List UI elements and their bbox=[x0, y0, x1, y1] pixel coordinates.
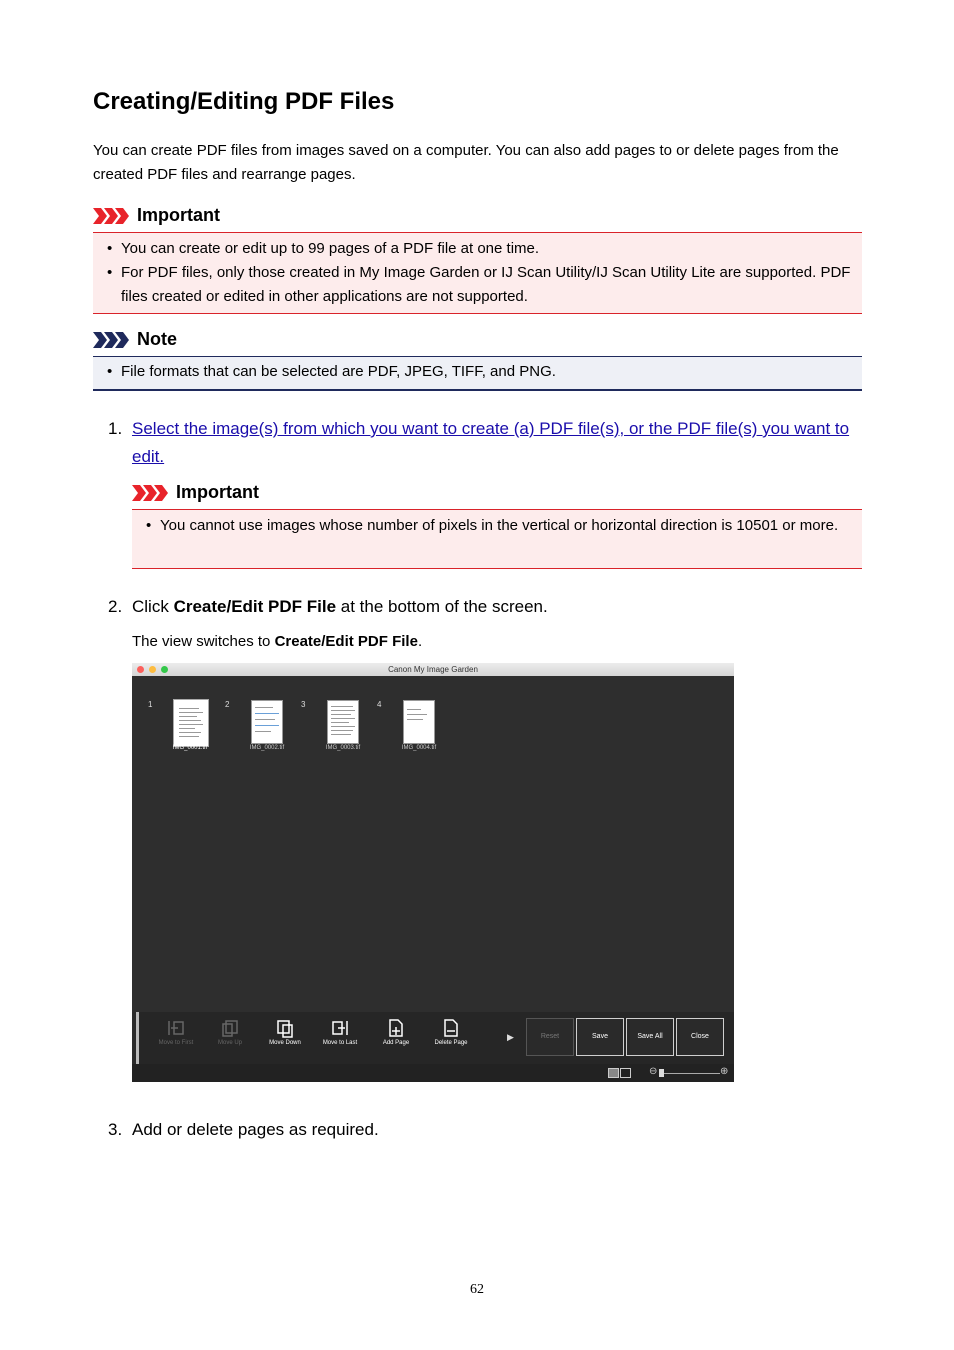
page-thumbnail bbox=[251, 700, 283, 744]
step-1-link[interactable]: Select the image(s) from which you want to create (a) PDF file(s), or the PDF file(s) you want to edit. bbox=[132, 419, 850, 466]
note-box bbox=[93, 356, 862, 391]
step-3-text: Add or delete pages as required. bbox=[132, 1120, 379, 1139]
step-2-sub-after: . bbox=[417, 633, 423, 650]
thumbnail-item[interactable] bbox=[148, 686, 218, 756]
thumbnail-item[interactable] bbox=[377, 686, 447, 756]
important-box bbox=[93, 232, 862, 314]
app-screenshot bbox=[132, 663, 734, 1082]
thumbnail-filename: IMG_0002.tif bbox=[249, 745, 285, 751]
list-item: • You can create or edit up to 99 pages of a PDF file at one time. bbox=[93, 237, 862, 261]
close-button[interactable]: Close bbox=[676, 1018, 724, 1056]
step-2-bold: Create/Edit PDF File bbox=[173, 597, 337, 616]
grid-view-icon[interactable] bbox=[608, 1068, 619, 1078]
step-2-sub-before: The view switches to bbox=[132, 633, 275, 650]
move-down-label: Move Down bbox=[269, 1040, 301, 1046]
move-to-first-label: Move to First bbox=[158, 1040, 194, 1046]
important-arrows-icon bbox=[93, 207, 131, 225]
page-thumbnail bbox=[174, 700, 208, 746]
step-2-sub-bold: Create/Edit PDF File bbox=[274, 633, 418, 650]
page-thumbnail bbox=[327, 700, 359, 744]
list-item: • File formats that can be selected are PDF, JPEG, TIFF, and PNG. bbox=[93, 360, 862, 384]
step-2-text bbox=[132, 593, 852, 621]
move-to-last-button[interactable] bbox=[315, 1018, 365, 1046]
add-page-button[interactable] bbox=[371, 1018, 421, 1046]
step-2-text-after: at the bottom of the screen. bbox=[336, 597, 548, 616]
single-view-icon[interactable] bbox=[620, 1068, 631, 1078]
zoom-slider[interactable] bbox=[662, 1073, 720, 1074]
thumbnail-area bbox=[132, 676, 734, 1012]
step-3-number: 3. bbox=[108, 1120, 123, 1139]
zoom-slider-thumb[interactable] bbox=[659, 1069, 664, 1077]
edit-toolbar bbox=[136, 1012, 734, 1064]
status-bar bbox=[132, 1064, 734, 1082]
page-title: Creating/Editing PDF Files bbox=[93, 88, 395, 115]
close-window-icon[interactable] bbox=[137, 666, 144, 673]
move-to-last-icon bbox=[330, 1018, 350, 1038]
step-1-important-heading bbox=[132, 482, 259, 503]
window-title: Canon My Image Garden bbox=[388, 665, 478, 674]
step-2-text-before: Click bbox=[132, 597, 174, 616]
move-down-button[interactable] bbox=[260, 1018, 310, 1046]
chevron-right-icon[interactable]: ▶ bbox=[507, 1032, 514, 1042]
step-1-text bbox=[132, 415, 852, 471]
zoom-in-icon[interactable]: ⊕ bbox=[720, 1066, 729, 1077]
page-number: 62 bbox=[470, 1282, 484, 1297]
move-up-label: Move Up bbox=[217, 1040, 242, 1046]
step-2-subtext bbox=[132, 633, 422, 650]
save-all-button[interactable]: Save All bbox=[626, 1018, 674, 1056]
thumbnail-filename: IMG_0001.tif bbox=[172, 745, 208, 751]
thumbnail-number: 4 bbox=[377, 700, 382, 709]
thumbnail-number: 1 bbox=[148, 700, 153, 709]
important-heading bbox=[93, 205, 220, 226]
important-label: Important bbox=[137, 205, 220, 225]
add-page-icon bbox=[386, 1018, 406, 1038]
zoom-window-icon[interactable] bbox=[161, 666, 168, 673]
thumbnail-number: 3 bbox=[301, 700, 306, 709]
move-to-first-button[interactable] bbox=[151, 1018, 201, 1046]
list-item: • For PDF files, only those created in My Image Garden or IJ Scan Utility/IJ Scan Utility Lite are supported. PDF files created or edited in other applications are not supported. bbox=[93, 261, 862, 309]
window-titlebar bbox=[132, 663, 734, 676]
move-to-last-label: Move to Last bbox=[322, 1040, 358, 1046]
step-2-number: 2. bbox=[108, 597, 123, 616]
note-label: Note bbox=[137, 329, 177, 349]
intro-paragraph: You can create PDF files from images saved on a computer. You can also add pages to or delete pages from the created PDF files and rearrange pages. bbox=[93, 142, 839, 183]
zoom-out-icon[interactable]: ⊖ bbox=[649, 1066, 658, 1077]
move-down-icon bbox=[275, 1018, 295, 1038]
thumbnail-number: 2 bbox=[225, 700, 230, 709]
thumbnail-filename: IMG_0004.tif bbox=[401, 745, 437, 751]
step-1-important-box bbox=[132, 509, 862, 569]
page-thumbnail bbox=[403, 700, 435, 744]
delete-page-label: Delete Page bbox=[434, 1040, 468, 1046]
move-up-icon bbox=[220, 1018, 240, 1038]
step-1-number: 1. bbox=[108, 419, 123, 438]
move-up-button[interactable] bbox=[205, 1018, 255, 1046]
important-label: Important bbox=[176, 482, 259, 502]
save-button[interactable]: Save bbox=[576, 1018, 624, 1056]
delete-page-icon bbox=[441, 1018, 461, 1038]
important-arrows-icon bbox=[132, 484, 170, 502]
add-page-label: Add Page bbox=[382, 1040, 410, 1046]
thumbnail-item[interactable] bbox=[225, 686, 295, 756]
delete-page-button[interactable] bbox=[426, 1018, 476, 1046]
note-heading bbox=[93, 329, 177, 350]
thumbnail-filename: IMG_0003.tif bbox=[325, 745, 361, 751]
minimize-window-icon[interactable] bbox=[149, 666, 156, 673]
thumbnail-item[interactable] bbox=[301, 686, 371, 756]
reset-button[interactable]: Reset bbox=[526, 1018, 574, 1056]
list-item: • You cannot use images whose number of pixels in the vertical or horizontal direction is 10501 or more. bbox=[132, 514, 848, 538]
note-arrows-icon bbox=[93, 331, 131, 349]
move-to-first-icon bbox=[166, 1018, 186, 1038]
